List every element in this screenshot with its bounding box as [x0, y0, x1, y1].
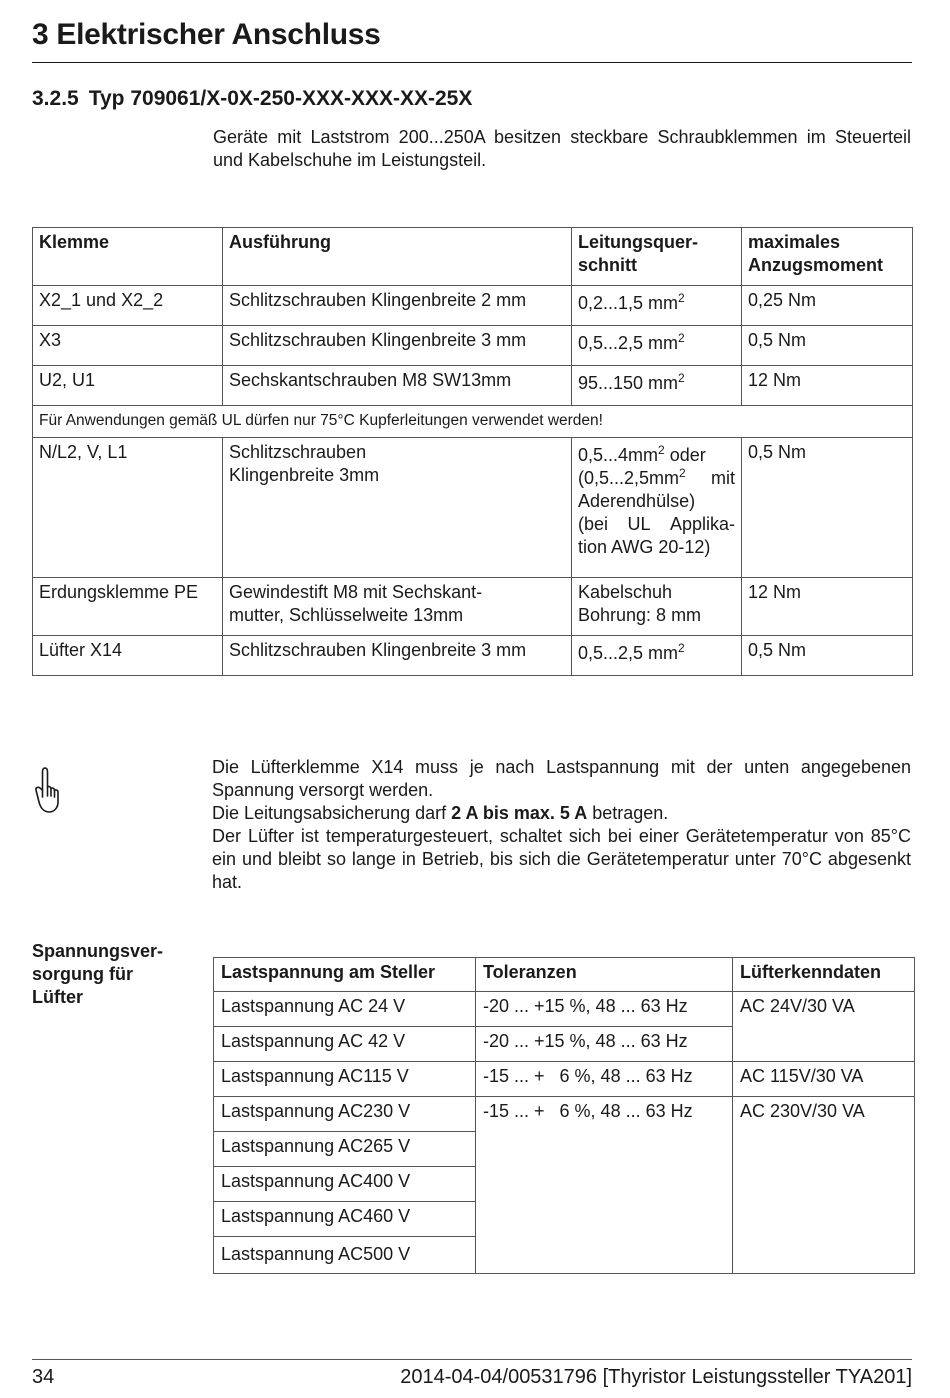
table-cell: U2, U1: [33, 366, 223, 406]
label-line: Lüfter: [32, 987, 83, 1007]
cell-text: mit: [711, 468, 735, 488]
voltage-cell: Lastspannung AC230 V: [214, 1097, 476, 1132]
voltage-cell: Lastspannung AC 42 V: [214, 1027, 476, 1062]
superscript: 2: [678, 371, 685, 385]
table-row: [33, 286, 913, 326]
table-cell: Schlitzschrauben Klingenbreite 3 mm: [223, 326, 572, 366]
cell-text: (bei: [578, 514, 609, 534]
table-cell: [223, 578, 572, 636]
table-row: [214, 992, 915, 1027]
table-cell: [572, 578, 742, 636]
table-cell: Sechskantschrauben M8 SW13mm: [223, 366, 572, 406]
header-text: maximales: [748, 232, 841, 252]
superscript: 2: [658, 443, 665, 457]
table-cell: Schlitzschrauben Klingenbreite 2 mm: [223, 286, 572, 326]
cell-text: Applika-: [669, 514, 735, 534]
intro-text: Geräte mit Laststrom 200...250A besitzen steckbare Schraubklemmen im Steuerteil und Kabelschuhe im Leistungsteil.: [213, 127, 911, 170]
cell-line: Kabelschuh: [578, 582, 673, 602]
table-cell: Erdungsklemme PE: [33, 578, 223, 636]
cross-section-value: 0,5...2,5 mm: [578, 643, 679, 663]
cell-line: [578, 444, 735, 467]
tolerance-cell: -15 ... + 6 %, 48 ... 63 Hz: [476, 1097, 733, 1274]
table-cell: [572, 366, 742, 406]
table-cell: X3: [33, 326, 223, 366]
cell-line: Aderendhülse): [578, 491, 696, 511]
chapter-title: 3 Elektrischer Anschluss: [32, 18, 381, 51]
label-line: Spannungsver-: [32, 941, 164, 961]
header-text: schnitt: [578, 255, 638, 275]
terminals-table: [32, 227, 913, 676]
table-cell: 12 Nm: [742, 578, 913, 636]
fan-supply-table: [213, 957, 915, 1274]
table-cell: Lüfter X14: [33, 636, 223, 676]
ul-note: Für Anwendungen gemäß UL dürfen nur 75°C Kupferleitungen verwendet werden!: [33, 406, 913, 438]
table-cell: 0,5 Nm: [742, 326, 913, 366]
header-text: Anzugsmoment: [748, 255, 883, 275]
cross-section-value: 95...150 mm: [578, 373, 679, 393]
superscript: 2: [679, 466, 686, 480]
table-row: [33, 366, 913, 406]
fan-supply-label: [32, 940, 192, 1009]
voltage-cell: Lastspannung AC 24 V: [214, 992, 476, 1027]
table-cell: 0,5 Nm: [742, 636, 913, 676]
tolerance-cell: -20 ... +15 %, 48 ... 63 Hz: [476, 1027, 733, 1062]
cell-line: mutter, Schlüsselweite 13mm: [229, 605, 464, 625]
pointing-hand-icon: [33, 766, 61, 816]
fan-data-cell: AC 24V/30 VA: [733, 992, 915, 1062]
section-title: [32, 87, 472, 111]
section-number: 3.2.5: [32, 87, 79, 110]
cell-text: (0,5...2,5mm: [578, 468, 680, 488]
cell-line: [578, 467, 735, 490]
header-cell-klemme: Klemme: [33, 228, 223, 286]
cell-line: [578, 513, 735, 536]
tolerance-cell: -15 ... + 6 %, 48 ... 63 Hz: [476, 1062, 733, 1097]
cell-line: Bohrung: 8 mm: [578, 605, 702, 625]
section-heading: Typ 709061/X-0X-250-XXX-XXX-XX-25X: [88, 87, 473, 110]
tolerance-cell: -20 ... +15 %, 48 ... 63 Hz: [476, 992, 733, 1027]
table-cell: 12 Nm: [742, 366, 913, 406]
header-cell-toleranzen: Toleranzen: [476, 958, 733, 992]
header-cell-lastspannung: Lastspannung am Steller: [214, 958, 476, 992]
table-cell: [572, 286, 742, 326]
chapter-divider: [32, 62, 912, 63]
table-row: [33, 578, 913, 636]
table-header-row: [33, 228, 913, 286]
voltage-cell: Lastspannung AC400 V: [214, 1167, 476, 1202]
header-cell-anzugsmoment: [742, 228, 913, 286]
footer-divider: [32, 1359, 912, 1360]
table-header-row: [214, 958, 915, 992]
header-cell-ausfuehrung: Ausführung: [223, 228, 572, 286]
table-cell: [572, 438, 742, 578]
header-cell-querschnitt: [572, 228, 742, 286]
cross-section-value: 0,5...2,5 mm: [578, 333, 679, 353]
table-row: [33, 636, 913, 676]
table-cell: X2_1 und X2_2: [33, 286, 223, 326]
table-cell: [572, 636, 742, 676]
voltage-cell: Lastspannung AC500 V: [214, 1237, 476, 1274]
note-paragraph: Der Lüfter ist temperaturgesteuert, schaltet sich bei einer Gerätetemperatur von 85°C ein und bleibt so lange in Betrieb, bis sich die Gerätetemperatur unter 70°C abgesenkt hat.: [212, 826, 911, 892]
header-cell-luefterkenndaten: Lüfterkenndaten: [733, 958, 915, 992]
cross-section-value: 0,2...1,5 mm: [578, 293, 679, 313]
table-row: [33, 326, 913, 366]
header-text: Leitungsquer-: [578, 232, 698, 252]
document-info: 2014-04-04/00531796 [Thyristor Leistungssteller TYA201]: [400, 1366, 912, 1388]
cell-text: oder: [669, 445, 706, 465]
fan-note: [212, 756, 911, 894]
voltage-cell: Lastspannung AC115 V: [214, 1062, 476, 1097]
page-number: 34: [32, 1366, 55, 1388]
cell-text: UL: [627, 514, 651, 534]
superscript: 2: [678, 291, 685, 305]
table-row: [33, 438, 913, 578]
table-cell: 0,5 Nm: [742, 438, 913, 578]
table-cell: [223, 438, 572, 578]
cell-line: Gewindestift M8 mit Sechskant-: [229, 582, 483, 602]
ul-note-row: [33, 406, 913, 438]
table-cell: 0,25 Nm: [742, 286, 913, 326]
fan-data-cell: AC 115V/30 VA: [733, 1062, 915, 1097]
note-text: Die Leitungsabsicherung darf: [212, 803, 452, 823]
cell-line: Klingenbreite 3mm: [229, 465, 380, 485]
table-cell: Schlitzschrauben Klingenbreite 3 mm: [223, 636, 572, 676]
note-paragraph: Die Lüfterklemme X14 muss je nach Lastspannung mit der unten angegebenen Spannung versorgt werden.: [212, 757, 911, 800]
cell-line: Schlitzschrauben: [229, 442, 367, 462]
table-cell: [572, 326, 742, 366]
note-text: betragen.: [587, 803, 669, 823]
fan-data-cell: AC 230V/30 VA: [733, 1097, 915, 1274]
cell-text: 0,5...4mm: [578, 445, 659, 465]
note-paragraph: [212, 802, 911, 825]
superscript: 2: [678, 331, 685, 345]
voltage-cell: Lastspannung AC265 V: [214, 1132, 476, 1167]
table-row: [214, 1097, 915, 1132]
cell-line: tion AWG 20-12): [578, 537, 711, 557]
voltage-cell: Lastspannung AC460 V: [214, 1202, 476, 1237]
cell-text: [578, 467, 686, 490]
table-cell: N/L2, V, L1: [33, 438, 223, 578]
fuse-rating: 2 A bis max. 5 A: [451, 803, 588, 823]
table-row: [214, 1062, 915, 1097]
label-line: sorgung für: [32, 964, 133, 984]
superscript: 2: [678, 641, 685, 655]
